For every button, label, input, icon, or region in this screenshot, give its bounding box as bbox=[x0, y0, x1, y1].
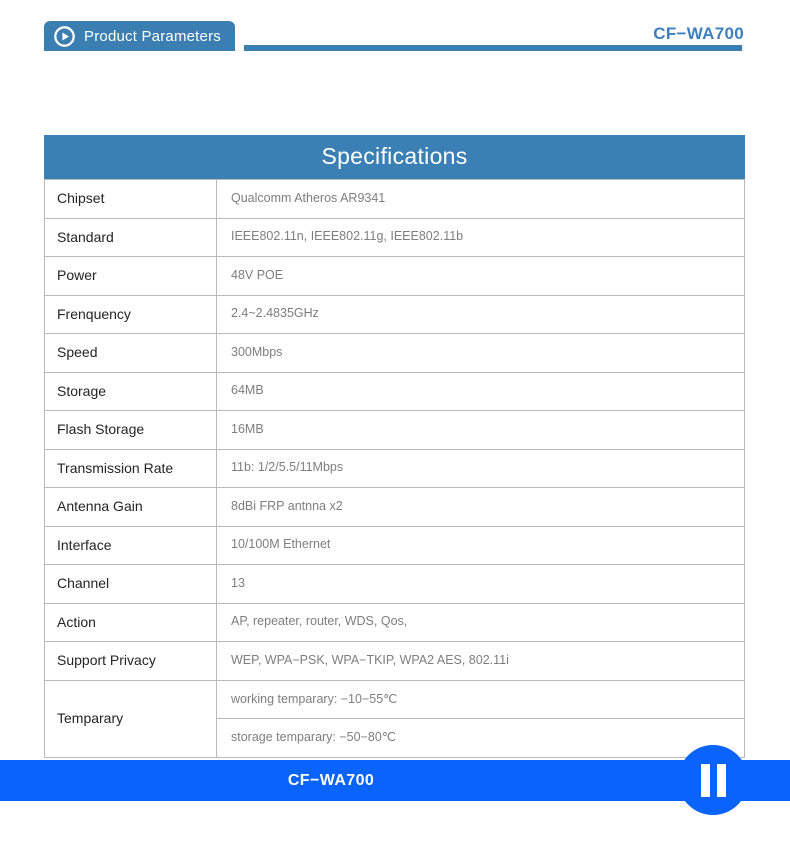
spec-label: Flash Storage bbox=[45, 411, 217, 450]
spec-label: Power bbox=[45, 257, 217, 296]
spec-value: 13 bbox=[217, 565, 745, 604]
specifications-section bbox=[44, 135, 745, 758]
spec-label: Speed bbox=[45, 334, 217, 373]
spec-value: Qualcomm Atheros AR9341 bbox=[217, 180, 745, 219]
spec-value: storage temparary: −50−80℃ bbox=[217, 719, 745, 758]
spec-label: Storage bbox=[45, 372, 217, 411]
table-row bbox=[45, 565, 745, 604]
table-row bbox=[45, 642, 745, 681]
spec-value: AP, repeater, router, WDS, Qos, bbox=[217, 603, 745, 642]
spec-label: Antenna Gain bbox=[45, 488, 217, 527]
table-row bbox=[45, 603, 745, 642]
specifications-title: Specifications bbox=[44, 135, 745, 179]
page-header bbox=[0, 0, 790, 70]
spec-label: Transmission Rate bbox=[45, 449, 217, 488]
table-row bbox=[45, 680, 745, 719]
spec-value: 2.4~2.4835GHz bbox=[217, 295, 745, 334]
spec-value: 16MB bbox=[217, 411, 745, 450]
spec-value: 64MB bbox=[217, 372, 745, 411]
table-row bbox=[45, 411, 745, 450]
spec-label: Temparary bbox=[45, 680, 217, 757]
spec-label: Support Privacy bbox=[45, 642, 217, 681]
spec-value: working temparary: −10−55℃ bbox=[217, 680, 745, 719]
spec-label: Frenquency bbox=[45, 295, 217, 334]
table-row bbox=[45, 488, 745, 527]
play-circle-icon bbox=[54, 26, 75, 47]
header-model-number: CF−WA700 bbox=[653, 24, 744, 43]
table-row bbox=[45, 218, 745, 257]
table-row bbox=[45, 526, 745, 565]
spec-label: Action bbox=[45, 603, 217, 642]
pause-icon bbox=[717, 764, 726, 797]
table-row bbox=[45, 372, 745, 411]
header-divider-rule bbox=[244, 45, 742, 51]
spec-value: WEP, WPA−PSK, WPA−TKIP, WPA2 AES, 802.11i bbox=[217, 642, 745, 681]
pause-button[interactable] bbox=[678, 745, 748, 815]
spec-value: 8dBi FRP antnna x2 bbox=[217, 488, 745, 527]
specifications-table bbox=[44, 135, 745, 758]
spec-label: Channel bbox=[45, 565, 217, 604]
product-parameters-tab[interactable] bbox=[44, 21, 235, 51]
specifications-body bbox=[45, 180, 745, 758]
footer-model-number: CF−WA700 bbox=[287, 771, 375, 789]
table-row bbox=[45, 257, 745, 296]
table-row bbox=[45, 295, 745, 334]
product-parameters-tab-label: Product Parameters bbox=[84, 27, 221, 45]
spec-value: 48V POE bbox=[217, 257, 745, 296]
spec-label: Chipset bbox=[45, 180, 217, 219]
spec-value: 10/100M Ethernet bbox=[217, 526, 745, 565]
table-row bbox=[45, 449, 745, 488]
spec-value: IEEE802.11n, IEEE802.11g, IEEE802.11b bbox=[217, 218, 745, 257]
table-row bbox=[45, 180, 745, 219]
spec-label: Interface bbox=[45, 526, 217, 565]
table-row bbox=[45, 334, 745, 373]
spec-value: 300Mbps bbox=[217, 334, 745, 373]
pause-icon bbox=[701, 764, 710, 797]
spec-label: Standard bbox=[45, 218, 217, 257]
spec-value: 11b: 1/2/5.5/11Mbps bbox=[217, 449, 745, 488]
